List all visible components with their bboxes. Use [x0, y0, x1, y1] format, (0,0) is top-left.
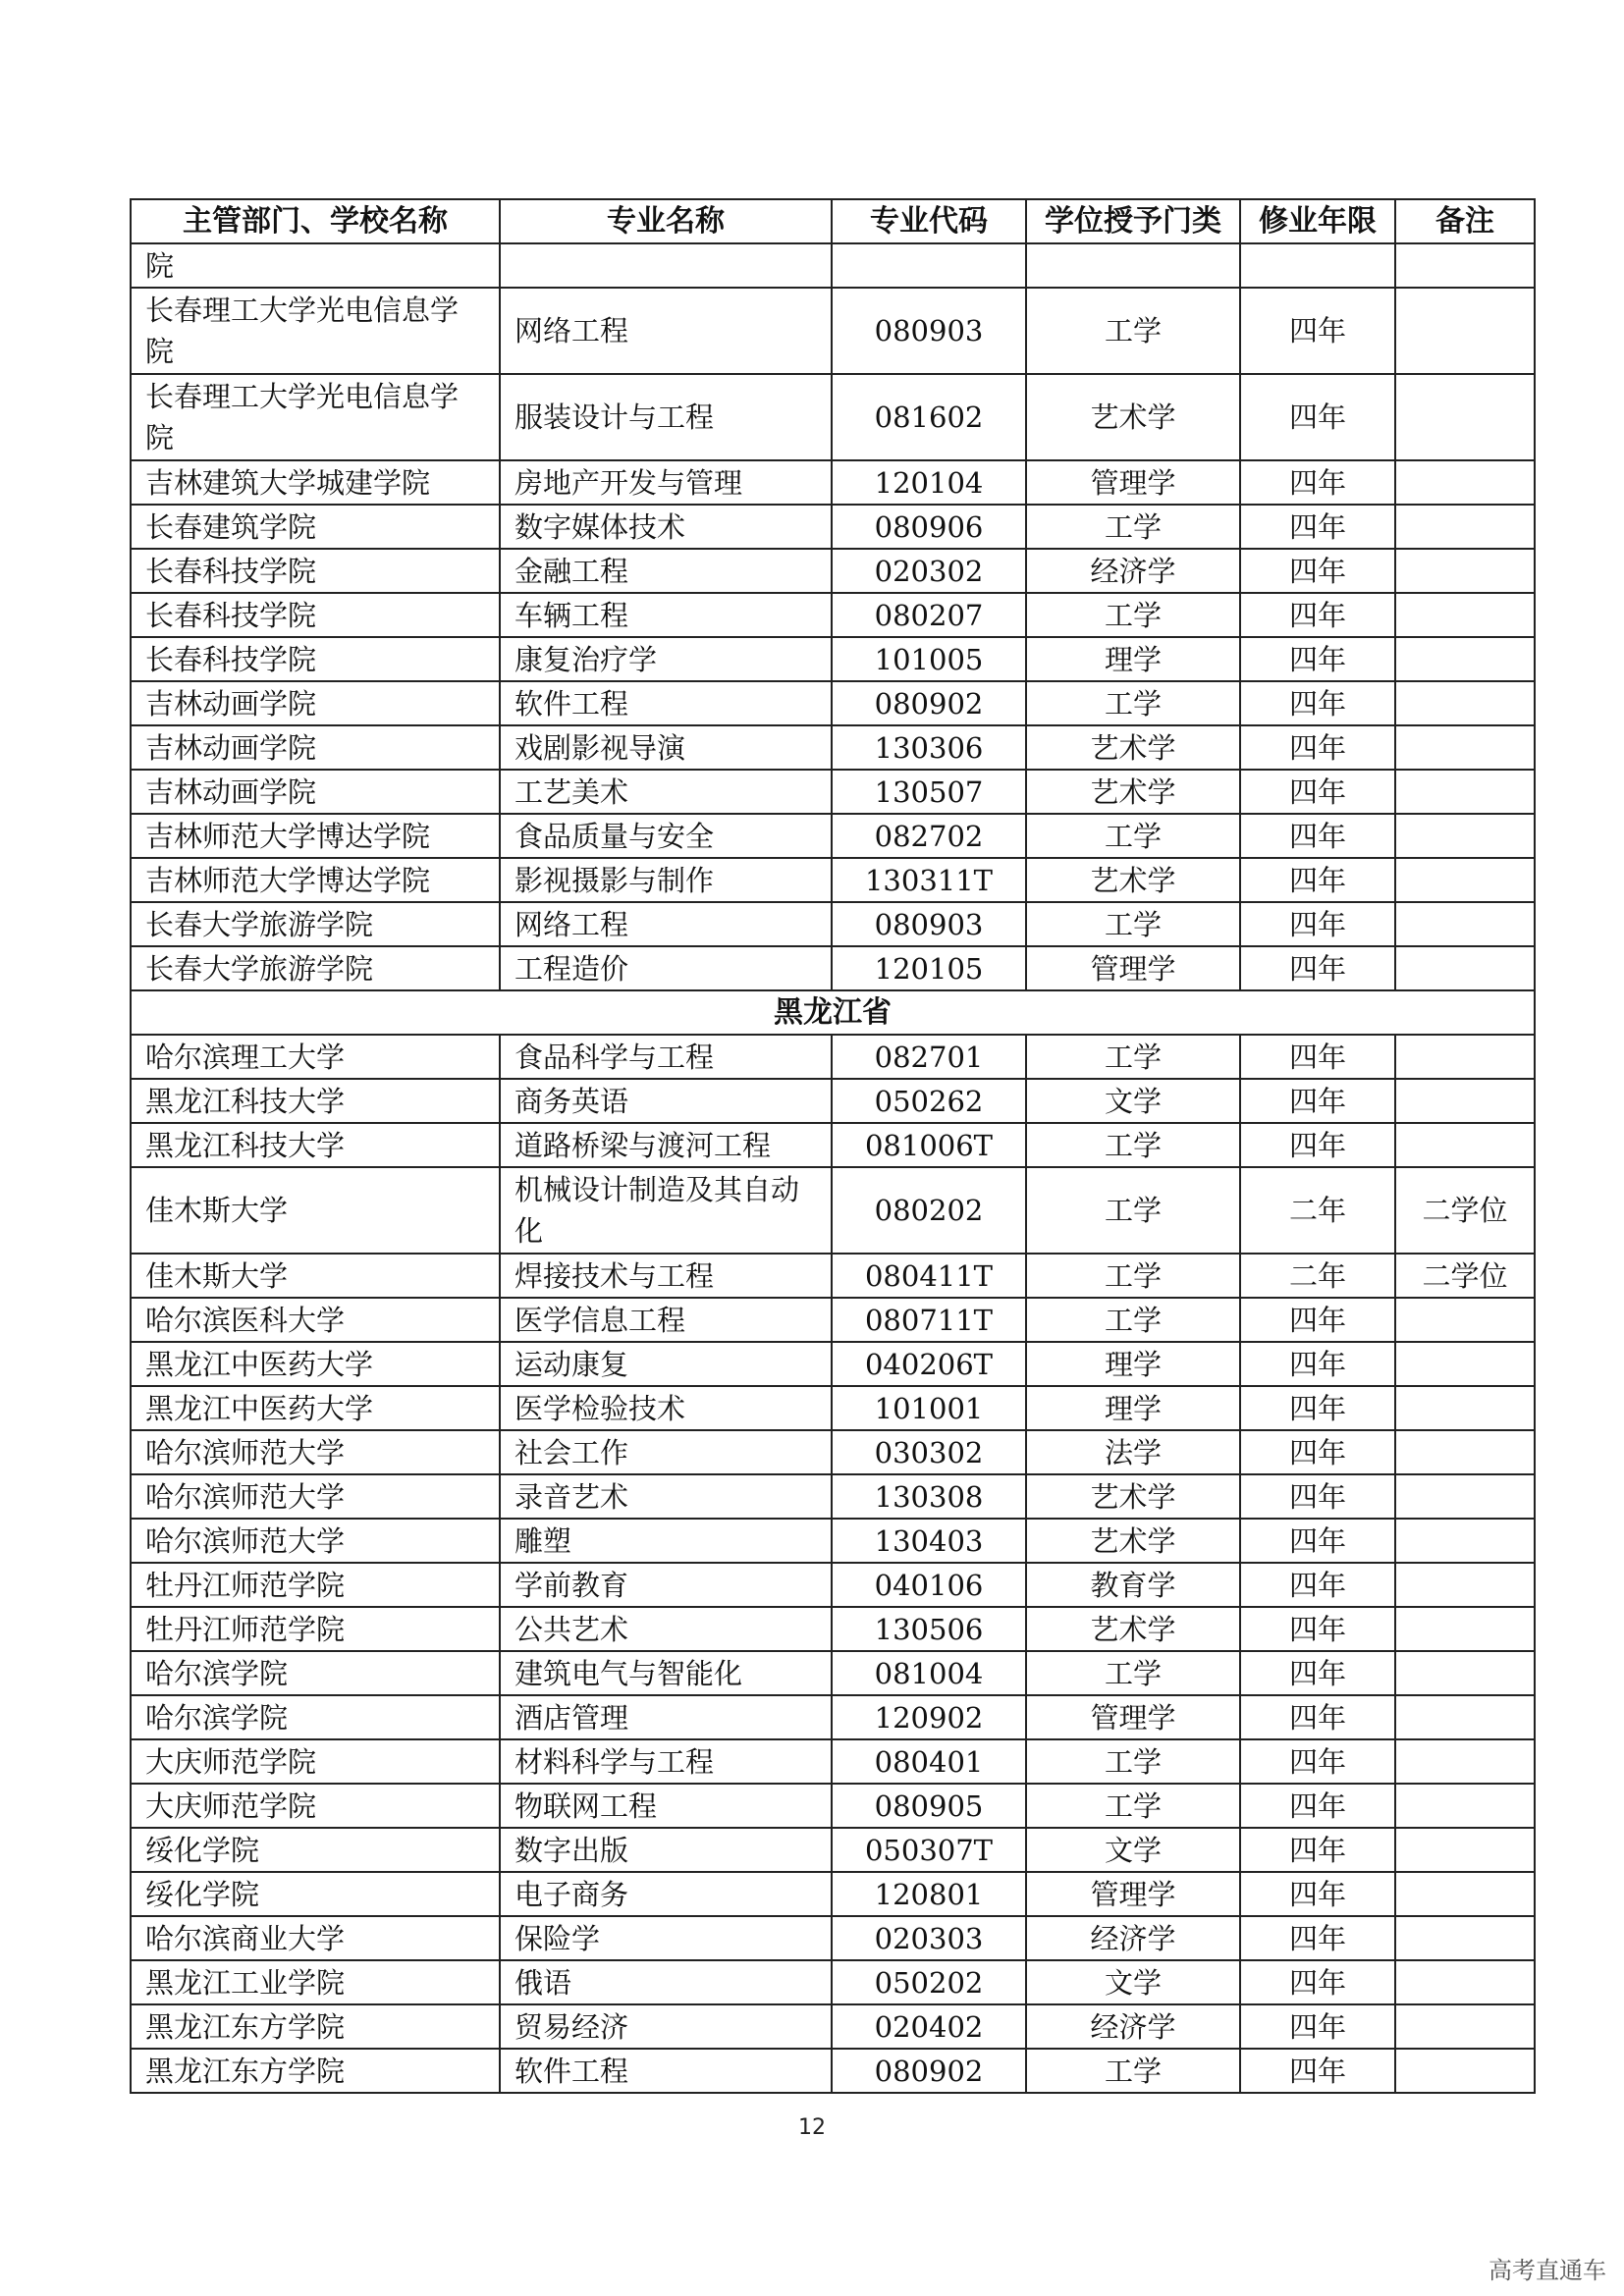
cell-note: [1395, 1430, 1535, 1474]
cell-years: 四年: [1240, 1386, 1395, 1430]
cell-degree: 工学: [1026, 1035, 1240, 1079]
cell-degree: 工学: [1026, 1651, 1240, 1695]
table-row: [131, 1828, 1535, 1872]
section-title: 黑龙江省: [131, 990, 1535, 1035]
cell-major: 戏剧影视导演: [500, 725, 832, 770]
cell-note: [1395, 902, 1535, 946]
cell-school: 长春建筑学院: [131, 505, 500, 549]
cell-degree: 教育学: [1026, 1563, 1240, 1607]
cell-major: 物联网工程: [500, 1784, 832, 1828]
cell-note: [1395, 1298, 1535, 1342]
table-body: [131, 243, 1535, 2093]
cell-degree: 工学: [1026, 288, 1240, 374]
table-row: [131, 1519, 1535, 1563]
cell-note: [1395, 725, 1535, 770]
cell-years: 四年: [1240, 374, 1395, 460]
cell-major: 医学信息工程: [500, 1298, 832, 1342]
cell-years: 四年: [1240, 1430, 1395, 1474]
cell-note: [1395, 1872, 1535, 1916]
cell-degree: 经济学: [1026, 549, 1240, 593]
cell-years: 四年: [1240, 1342, 1395, 1386]
table-row: [131, 2049, 1535, 2093]
cell-major: 机械设计制造及其自动化: [500, 1167, 832, 1254]
cell-degree: 工学: [1026, 505, 1240, 549]
cell-school: 吉林动画学院: [131, 770, 500, 814]
cell-school: 吉林动画学院: [131, 725, 500, 770]
table-row: [131, 1960, 1535, 2004]
cell-degree: 文学: [1026, 1960, 1240, 2004]
cell-code: 101005: [832, 637, 1026, 681]
cell-years: 四年: [1240, 858, 1395, 902]
cell-major: 材料科学与工程: [500, 1739, 832, 1784]
cell-years: 四年: [1240, 1607, 1395, 1651]
cell-degree: 工学: [1026, 1167, 1240, 1254]
cell-code: 120105: [832, 946, 1026, 990]
cell-school: 长春大学旅游学院: [131, 902, 500, 946]
cell-major: 运动康复: [500, 1342, 832, 1386]
table-row: [131, 858, 1535, 902]
table-row: [131, 1474, 1535, 1519]
cell-years: 四年: [1240, 2004, 1395, 2049]
cell-code: 130507: [832, 770, 1026, 814]
cell-code: 130308: [832, 1474, 1026, 1519]
cell-note: [1395, 243, 1535, 288]
cell-degree: 艺术学: [1026, 374, 1240, 460]
cell-school: 哈尔滨师范大学: [131, 1519, 500, 1563]
cell-major: 房地产开发与管理: [500, 460, 832, 505]
cell-major: 商务英语: [500, 1079, 832, 1123]
cell-code: 081602: [832, 374, 1026, 460]
table-row: [131, 505, 1535, 549]
cell-school: 牡丹江师范学院: [131, 1607, 500, 1651]
cell-code: 080207: [832, 593, 1026, 637]
cell-degree: 理学: [1026, 1386, 1240, 1430]
cell-code: 080903: [832, 288, 1026, 374]
cell-major: 保险学: [500, 1916, 832, 1960]
cell-note: [1395, 1519, 1535, 1563]
cell-note: [1395, 1342, 1535, 1386]
cell-degree: 工学: [1026, 1739, 1240, 1784]
cell-degree: 艺术学: [1026, 770, 1240, 814]
cell-major: 工程造价: [500, 946, 832, 990]
cell-years: 四年: [1240, 1828, 1395, 1872]
table-row: [131, 681, 1535, 725]
cell-note: [1395, 505, 1535, 549]
table-row: [131, 1342, 1535, 1386]
cell-school: 佳木斯大学: [131, 1254, 500, 1298]
table-row: [131, 1916, 1535, 1960]
cell-degree: 文学: [1026, 1828, 1240, 1872]
cell-years: 四年: [1240, 1784, 1395, 1828]
table-row: [131, 1123, 1535, 1167]
cell-degree: 艺术学: [1026, 1519, 1240, 1563]
cell-note: [1395, 1123, 1535, 1167]
cell-years: 四年: [1240, 1123, 1395, 1167]
cell-note: [1395, 858, 1535, 902]
header-row: [131, 199, 1535, 243]
table-row: [131, 902, 1535, 946]
cell-note: [1395, 1784, 1535, 1828]
cell-degree: 工学: [1026, 681, 1240, 725]
cell-code: 050307T: [832, 1828, 1026, 1872]
cell-major: 建筑电气与智能化: [500, 1651, 832, 1695]
cell-school: 长春科技学院: [131, 549, 500, 593]
cell-school: 黑龙江中医药大学: [131, 1386, 500, 1430]
cell-major: 公共艺术: [500, 1607, 832, 1651]
cell-school: 大庆师范学院: [131, 1784, 500, 1828]
cell-degree: 艺术学: [1026, 1607, 1240, 1651]
cell-major: 酒店管理: [500, 1695, 832, 1739]
header-major: 专业名称: [500, 199, 832, 243]
cell-years: 四年: [1240, 1960, 1395, 2004]
cell-years: 四年: [1240, 1916, 1395, 1960]
cell-note: [1395, 1386, 1535, 1430]
cell-school: 院: [131, 243, 500, 288]
cell-degree: 艺术学: [1026, 858, 1240, 902]
cell-major: 焊接技术与工程: [500, 1254, 832, 1298]
cell-code: 050202: [832, 1960, 1026, 2004]
cell-years: 四年: [1240, 902, 1395, 946]
cell-major: 电子商务: [500, 1872, 832, 1916]
cell-years: 二年: [1240, 1254, 1395, 1298]
cell-note: [1395, 1916, 1535, 1960]
cell-years: 四年: [1240, 725, 1395, 770]
cell-degree: 经济学: [1026, 2004, 1240, 2049]
cell-years: 四年: [1240, 593, 1395, 637]
table-row: [131, 1079, 1535, 1123]
cell-code: 020402: [832, 2004, 1026, 2049]
cell-code: 101001: [832, 1386, 1026, 1430]
cell-code: 050262: [832, 1079, 1026, 1123]
cell-school: 黑龙江东方学院: [131, 2004, 500, 2049]
cell-years: 四年: [1240, 1298, 1395, 1342]
cell-code: 082702: [832, 814, 1026, 858]
cell-code: 080711T: [832, 1298, 1026, 1342]
cell-degree: 工学: [1026, 814, 1240, 858]
cell-note: [1395, 814, 1535, 858]
cell-years: 四年: [1240, 1563, 1395, 1607]
cell-major: 俄语: [500, 1960, 832, 2004]
cell-degree: 工学: [1026, 1298, 1240, 1342]
cell-note: [1395, 681, 1535, 725]
cell-years: 四年: [1240, 1519, 1395, 1563]
cell-degree: [1026, 243, 1240, 288]
cell-major: 学前教育: [500, 1563, 832, 1607]
cell-degree: 管理学: [1026, 1872, 1240, 1916]
cell-note: [1395, 946, 1535, 990]
cell-note: [1395, 637, 1535, 681]
cell-years: 四年: [1240, 1474, 1395, 1519]
table-row: [131, 1607, 1535, 1651]
cell-code: 120801: [832, 1872, 1026, 1916]
cell-degree: 工学: [1026, 1123, 1240, 1167]
cell-major: 数字媒体技术: [500, 505, 832, 549]
cell-major: 影视摄影与制作: [500, 858, 832, 902]
cell-code: 082701: [832, 1035, 1026, 1079]
cell-school: 哈尔滨学院: [131, 1695, 500, 1739]
cell-major: 食品科学与工程: [500, 1035, 832, 1079]
cell-school: 吉林建筑大学城建学院: [131, 460, 500, 505]
cell-years: 四年: [1240, 770, 1395, 814]
cell-note: 二学位: [1395, 1167, 1535, 1254]
cell-note: [1395, 1695, 1535, 1739]
cell-school: 大庆师范学院: [131, 1739, 500, 1784]
cell-years: 四年: [1240, 1695, 1395, 1739]
table-row: [131, 593, 1535, 637]
cell-school: 黑龙江东方学院: [131, 2049, 500, 2093]
cell-note: [1395, 2049, 1535, 2093]
cell-school: 哈尔滨医科大学: [131, 1298, 500, 1342]
cell-school: 佳木斯大学: [131, 1167, 500, 1254]
watermark: 高考直通车: [1489, 2257, 1606, 2284]
cell-school: 长春理工大学光电信息学院: [131, 288, 500, 374]
cell-years: 四年: [1240, 814, 1395, 858]
cell-note: [1395, 1474, 1535, 1519]
cell-major: 贸易经济: [500, 2004, 832, 2049]
cell-degree: 工学: [1026, 902, 1240, 946]
cell-code: 080902: [832, 2049, 1026, 2093]
cell-major: 金融工程: [500, 549, 832, 593]
table-row: [131, 1167, 1535, 1254]
header-school: 主管部门、学校名称: [131, 199, 500, 243]
cell-school: 哈尔滨理工大学: [131, 1035, 500, 1079]
table-row: [131, 1298, 1535, 1342]
cell-note: 二学位: [1395, 1254, 1535, 1298]
cell-note: [1395, 1960, 1535, 2004]
cell-degree: 工学: [1026, 1254, 1240, 1298]
cell-major: 医学检验技术: [500, 1386, 832, 1430]
table-row: [131, 549, 1535, 593]
cell-note: [1395, 1035, 1535, 1079]
cell-years: 四年: [1240, 1651, 1395, 1695]
cell-school: 长春科技学院: [131, 637, 500, 681]
cell-major: 服装设计与工程: [500, 374, 832, 460]
cell-years: 四年: [1240, 637, 1395, 681]
cell-note: [1395, 549, 1535, 593]
cell-school: 哈尔滨商业大学: [131, 1916, 500, 1960]
header-note: 备注: [1395, 199, 1535, 243]
table-row: [131, 243, 1535, 288]
cell-code: 020302: [832, 549, 1026, 593]
cell-note: [1395, 1651, 1535, 1695]
cell-degree: 管理学: [1026, 946, 1240, 990]
cell-school: 绥化学院: [131, 1828, 500, 1872]
cell-years: 四年: [1240, 1035, 1395, 1079]
cell-school: 吉林师范大学博达学院: [131, 814, 500, 858]
table-row: [131, 1872, 1535, 1916]
cell-years: 四年: [1240, 1739, 1395, 1784]
cell-major: [500, 243, 832, 288]
cell-degree: 文学: [1026, 1079, 1240, 1123]
cell-code: 080202: [832, 1167, 1026, 1254]
cell-major: 食品质量与安全: [500, 814, 832, 858]
cell-major: 车辆工程: [500, 593, 832, 637]
cell-school: 黑龙江科技大学: [131, 1123, 500, 1167]
cell-major: 康复治疗学: [500, 637, 832, 681]
cell-degree: 艺术学: [1026, 1474, 1240, 1519]
cell-note: [1395, 460, 1535, 505]
cell-school: 吉林师范大学博达学院: [131, 858, 500, 902]
table-row: [131, 946, 1535, 990]
cell-code: 080401: [832, 1739, 1026, 1784]
cell-degree: 理学: [1026, 637, 1240, 681]
cell-degree: 工学: [1026, 593, 1240, 637]
table-row: [131, 1651, 1535, 1695]
cell-code: [832, 243, 1026, 288]
cell-degree: 理学: [1026, 1342, 1240, 1386]
cell-major: 软件工程: [500, 681, 832, 725]
cell-years: 四年: [1240, 549, 1395, 593]
cell-code: 081004: [832, 1651, 1026, 1695]
cell-note: [1395, 593, 1535, 637]
cell-code: 081006T: [832, 1123, 1026, 1167]
cell-note: [1395, 1079, 1535, 1123]
cell-school: 哈尔滨学院: [131, 1651, 500, 1695]
table-row: [131, 814, 1535, 858]
cell-code: 020303: [832, 1916, 1026, 1960]
cell-code: 080903: [832, 902, 1026, 946]
table-row: [131, 770, 1535, 814]
table-row: [131, 2004, 1535, 2049]
table-row: [131, 725, 1535, 770]
cell-code: 040206T: [832, 1342, 1026, 1386]
cell-code: 130311T: [832, 858, 1026, 902]
table-row: [131, 1035, 1535, 1079]
cell-code: 130506: [832, 1607, 1026, 1651]
cell-school: 黑龙江中医药大学: [131, 1342, 500, 1386]
table-row: [131, 1254, 1535, 1298]
cell-note: [1395, 1563, 1535, 1607]
cell-note: [1395, 1828, 1535, 1872]
cell-school: 黑龙江科技大学: [131, 1079, 500, 1123]
cell-code: 130403: [832, 1519, 1026, 1563]
cell-years: 二年: [1240, 1167, 1395, 1254]
cell-note: [1395, 374, 1535, 460]
cell-major: 社会工作: [500, 1430, 832, 1474]
cell-code: 080906: [832, 505, 1026, 549]
cell-years: 四年: [1240, 1079, 1395, 1123]
cell-code: 080905: [832, 1784, 1026, 1828]
cell-code: 030302: [832, 1430, 1026, 1474]
cell-major: 录音艺术: [500, 1474, 832, 1519]
table-row: [131, 1430, 1535, 1474]
cell-school: 长春科技学院: [131, 593, 500, 637]
cell-degree: 经济学: [1026, 1916, 1240, 1960]
cell-note: [1395, 2004, 1535, 2049]
cell-major: 数字出版: [500, 1828, 832, 1872]
cell-note: [1395, 770, 1535, 814]
cell-major: 工艺美术: [500, 770, 832, 814]
cell-degree: 管理学: [1026, 460, 1240, 505]
cell-note: [1395, 1739, 1535, 1784]
cell-code: 130306: [832, 725, 1026, 770]
page-number: 12: [798, 2115, 826, 2140]
cell-school: 牡丹江师范学院: [131, 1563, 500, 1607]
cell-school: 黑龙江工业学院: [131, 1960, 500, 2004]
cell-degree: 法学: [1026, 1430, 1240, 1474]
cell-code: 120902: [832, 1695, 1026, 1739]
cell-major: 软件工程: [500, 2049, 832, 2093]
majors-table: [130, 198, 1536, 2094]
cell-school: 吉林动画学院: [131, 681, 500, 725]
cell-years: 四年: [1240, 1872, 1395, 1916]
cell-school: 长春理工大学光电信息学院: [131, 374, 500, 460]
cell-major: 网络工程: [500, 902, 832, 946]
cell-code: 080902: [832, 681, 1026, 725]
cell-school: 绥化学院: [131, 1872, 500, 1916]
table-row: [131, 1563, 1535, 1607]
cell-degree: 管理学: [1026, 1695, 1240, 1739]
cell-years: 四年: [1240, 288, 1395, 374]
table-row: [131, 1386, 1535, 1430]
cell-degree: 工学: [1026, 1784, 1240, 1828]
cell-school: 哈尔滨师范大学: [131, 1474, 500, 1519]
header-years: 修业年限: [1240, 199, 1395, 243]
table-row: [131, 1784, 1535, 1828]
cell-major: 雕塑: [500, 1519, 832, 1563]
cell-years: 四年: [1240, 2049, 1395, 2093]
cell-note: [1395, 1607, 1535, 1651]
table-row: [131, 460, 1535, 505]
cell-years: 四年: [1240, 460, 1395, 505]
cell-major: 网络工程: [500, 288, 832, 374]
cell-years: 四年: [1240, 681, 1395, 725]
table-row: [131, 637, 1535, 681]
table-row: [131, 374, 1535, 460]
cell-major: 道路桥梁与渡河工程: [500, 1123, 832, 1167]
cell-code: 080411T: [832, 1254, 1026, 1298]
cell-degree: 工学: [1026, 2049, 1240, 2093]
cell-code: 040106: [832, 1563, 1026, 1607]
cell-years: 四年: [1240, 946, 1395, 990]
header-degree: 学位授予门类: [1026, 199, 1240, 243]
cell-years: 四年: [1240, 505, 1395, 549]
table-row: [131, 1739, 1535, 1784]
cell-code: 120104: [832, 460, 1026, 505]
cell-years: [1240, 243, 1395, 288]
cell-degree: 艺术学: [1026, 725, 1240, 770]
table-row: [131, 288, 1535, 374]
cell-note: [1395, 288, 1535, 374]
table-row: [131, 1695, 1535, 1739]
cell-school: 哈尔滨师范大学: [131, 1430, 500, 1474]
cell-school: 长春大学旅游学院: [131, 946, 500, 990]
header-code: 专业代码: [832, 199, 1026, 243]
section-row: [131, 990, 1535, 1035]
